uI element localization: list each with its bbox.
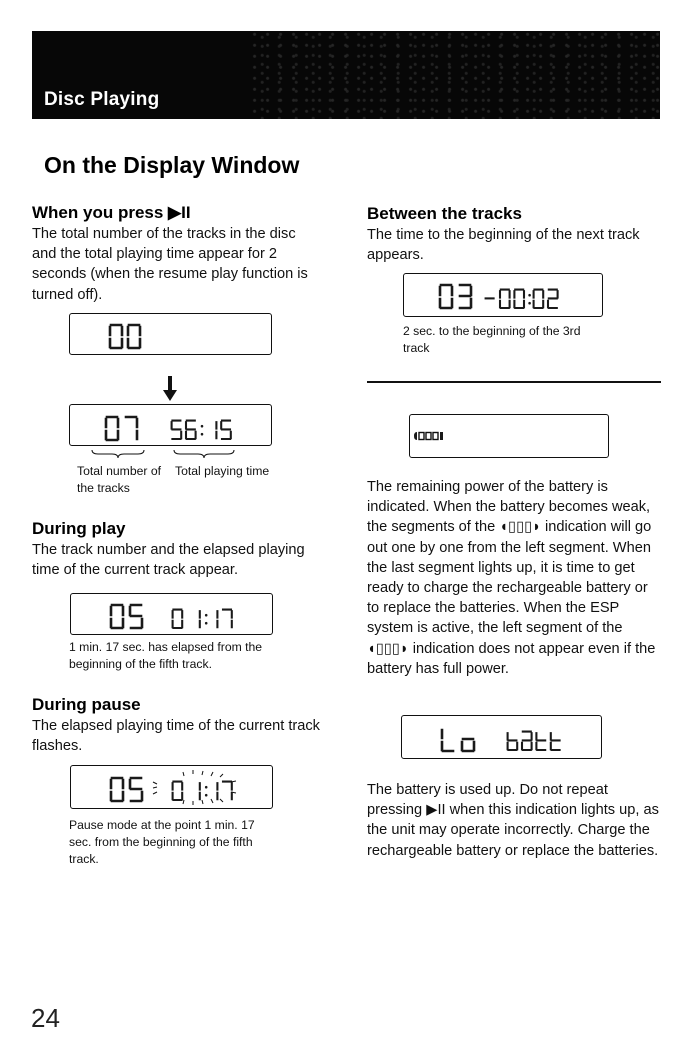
caption-total-tracks: Total number of the tracks bbox=[77, 464, 162, 495]
between-heading: Between the tracks bbox=[367, 204, 522, 223]
between-text: The time to the beginning of the next track appears. bbox=[367, 227, 640, 264]
page-number: 24 bbox=[31, 1003, 60, 1033]
pause-heading: During pause bbox=[32, 695, 141, 714]
flash-marks bbox=[153, 770, 236, 805]
banner-texture bbox=[252, 31, 660, 119]
divider bbox=[367, 381, 661, 383]
lcd-digits-pause bbox=[71, 766, 272, 808]
page-heading: On the Display Window bbox=[44, 152, 300, 178]
lcd-digits-lobatt bbox=[402, 716, 601, 758]
play-text: The track number and the elapsed playing time of the current track appear. bbox=[32, 542, 305, 579]
lcd-digits-between bbox=[404, 274, 602, 316]
lcd-display-play bbox=[70, 593, 273, 635]
lcd-display-disc bbox=[69, 313, 272, 355]
pause-text: The elapsed playing time of the current track flashes. bbox=[32, 718, 320, 755]
lcd-digits-play bbox=[71, 594, 272, 634]
battery-icon bbox=[410, 415, 608, 457]
arrow-down-icon bbox=[163, 376, 177, 402]
play-heading: During play bbox=[32, 519, 126, 538]
lcd-display-total bbox=[69, 404, 272, 446]
lcd-display-pause bbox=[70, 765, 273, 809]
lobatt-text: The battery is used up. Do not repeat pressing ▶II when this indication lights up, as the unit may operate incorrectly. Charge the rechargeable battery or replace the batteries. bbox=[367, 782, 659, 859]
press-text: The total number of the tracks in the disc and the total playing time appear for 2 seconds (when the resume play function is turned off). bbox=[32, 226, 308, 303]
lcd-display-battery bbox=[409, 414, 609, 458]
lcd-display-between bbox=[403, 273, 603, 317]
banner-title: Disc Playing bbox=[44, 89, 160, 110]
caption-total-time: Total playing time bbox=[175, 464, 270, 478]
caption-brackets bbox=[90, 448, 240, 460]
between-caption: 2 sec. to the beginning of the 3rd track bbox=[403, 324, 581, 355]
lcd-digits-total bbox=[70, 405, 271, 445]
lcd-display-lobatt bbox=[401, 715, 602, 759]
pause-caption: Pause mode at the point 1 min. 17 sec. from the beginning of the fifth track. bbox=[69, 818, 255, 866]
press-heading: When you press ▶II bbox=[32, 203, 191, 222]
lcd-digits-00 bbox=[70, 314, 271, 354]
battery-text: The remaining power of the battery is indicated. When the battery becomes weak, the segments of the ◖▯▯▯◗ indication will go out one by one from the left segment. When the last segment lights up, it is time to get ready to charge the rechargeable battery or to replace the batteries. When the ESP system is active, the left segment of the ◖▯▯▯◗ indication does not appear even if the battery has full power. bbox=[367, 479, 656, 677]
section-banner bbox=[32, 31, 660, 119]
play-caption: 1 min. 17 sec. has elapsed from the beginning of the fifth track. bbox=[69, 640, 263, 671]
